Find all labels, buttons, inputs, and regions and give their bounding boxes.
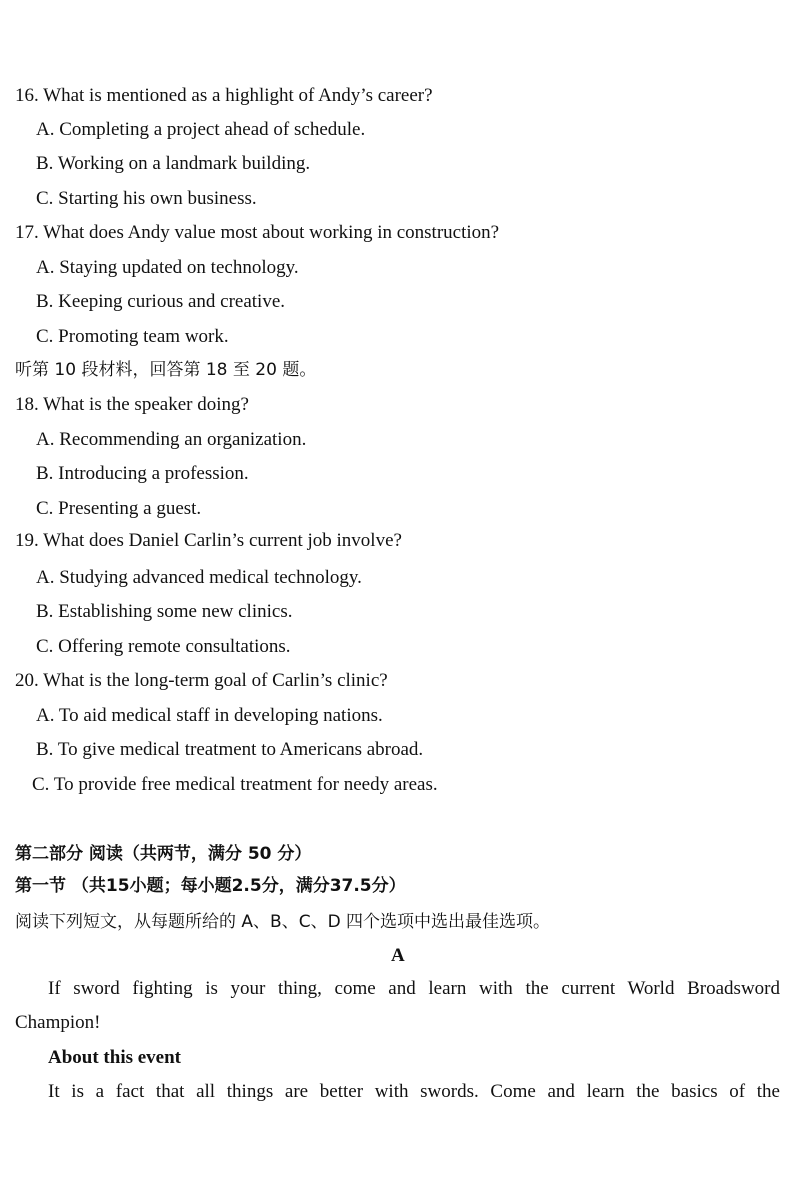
question-16-option-c: C. Starting his own business. bbox=[36, 188, 257, 209]
part-two-title: 第二部分 阅读（共两节，满分 50 分） bbox=[15, 844, 312, 864]
question-20-stem: 20. What is the long-term goal of Carlin’s clinic? bbox=[15, 670, 388, 691]
section-one-title: 第一节 （共15小题；每小题2.5分，满分37.5分） bbox=[15, 876, 406, 896]
question-18-stem: 18. What is the speaker doing? bbox=[15, 394, 249, 415]
question-17-option-a: A. Staying updated on technology. bbox=[36, 257, 299, 278]
question-16-option-a: A. Completing a project ahead of schedule. bbox=[36, 119, 366, 140]
passage-label: A bbox=[391, 945, 405, 966]
passage-paragraph-2-line-1: It is a fact that all things are better with swords. Come and learn the basics of the bbox=[48, 1081, 780, 1102]
question-20-option-b: B. To give medical treatment to Americans abroad. bbox=[36, 739, 424, 760]
question-20-option-a: A. To aid medical staff in developing nations. bbox=[36, 705, 383, 726]
question-19-option-a: A. Studying advanced medical technology. bbox=[36, 567, 362, 588]
question-18-option-c: C. Presenting a guest. bbox=[36, 498, 202, 519]
question-16-option-b: B. Working on a landmark building. bbox=[36, 153, 311, 174]
question-17-option-c: C. Promoting team work. bbox=[36, 326, 229, 347]
passage-subheading: About this event bbox=[48, 1047, 182, 1068]
question-19-option-c: C. Offering remote consultations. bbox=[36, 636, 291, 657]
question-19-option-b: B. Establishing some new clinics. bbox=[36, 601, 293, 622]
question-17-option-b: B. Keeping curious and creative. bbox=[36, 291, 286, 312]
passage-paragraph-1-line-1: If sword fighting is your thing, come and learn with the current World Broadsword bbox=[48, 978, 780, 999]
question-17-stem: 17. What does Andy value most about working in construction? bbox=[15, 222, 500, 243]
question-16-stem: 16. What is mentioned as a highlight of Andy’s career? bbox=[15, 85, 433, 106]
reading-directions: 阅读下列短文，从每题所给的 A、B、C、D 四个选项中选出最佳选项。 bbox=[15, 912, 551, 932]
question-18-option-b: B. Introducing a profession. bbox=[36, 463, 249, 484]
question-18-option-a: A. Recommending an organization. bbox=[36, 429, 307, 450]
listening-instruction: 听第 10 段材料，回答第 18 至 20 题。 bbox=[15, 360, 317, 380]
passage-paragraph-1-line-2: Champion! bbox=[15, 1012, 101, 1033]
question-20-option-c: C. To provide free medical treatment for needy areas. bbox=[32, 774, 438, 795]
question-19-stem: 19. What does Daniel Carlin’s current job involve? bbox=[15, 530, 402, 551]
